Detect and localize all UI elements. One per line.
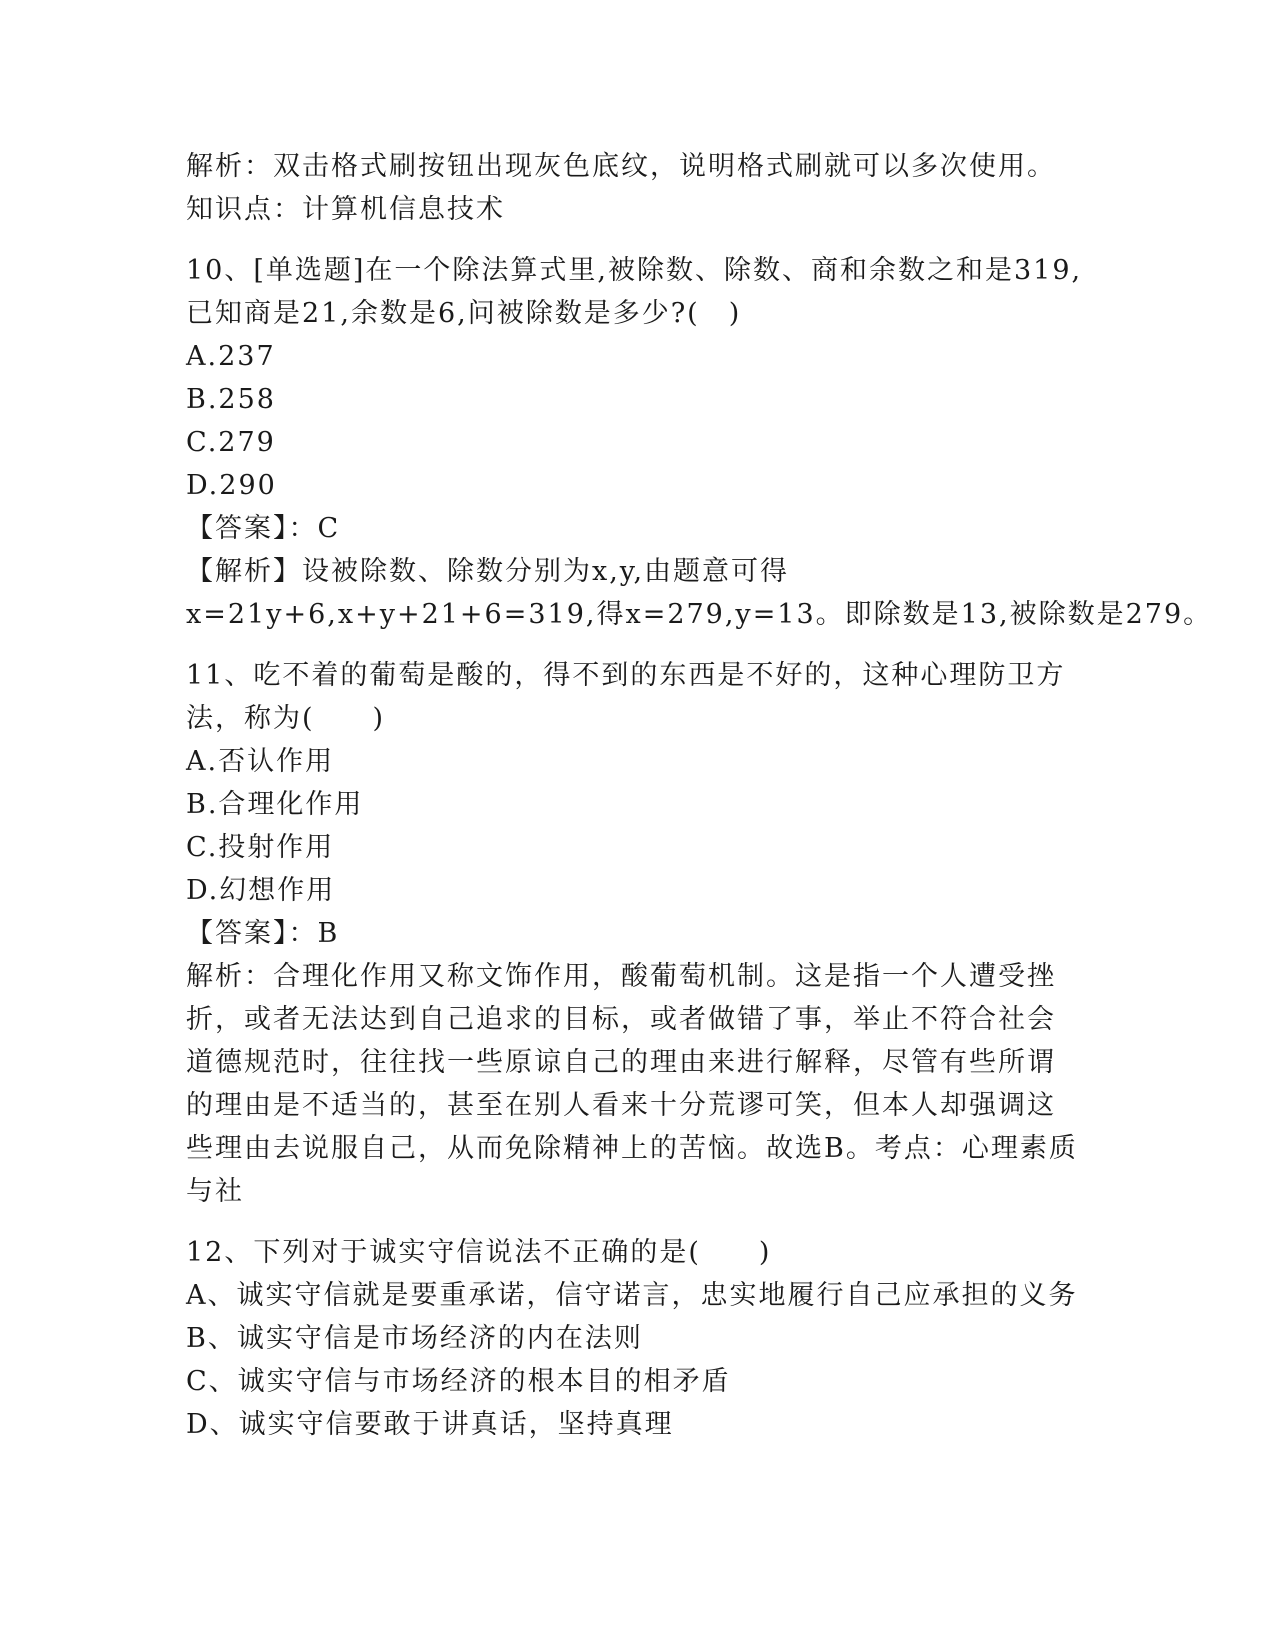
analysis-text: 解析：合理化作用又称文饰作用，酸葡萄机制。这是指一个人遭受挫 (186, 961, 1056, 992)
analysis-text: 道德规范时，往往找一些原谅自己的理由来进行解释，尽管有些所谓 (186, 1047, 1056, 1078)
question-stem: 10、[单选题]在一个除法算式里,被除数、除数、商和余数之和是319, (186, 255, 1083, 286)
answer: 【答案】：C (186, 513, 341, 544)
option-c: C.279 (186, 427, 276, 458)
question-stem: 法，称为( ) (186, 703, 386, 734)
option-b: B、诚实守信是市场经济的内在法则 (186, 1323, 643, 1354)
question-10 (186, 249, 1213, 636)
question-stem: 12、下列对于诚实守信说法不正确的是( ) (186, 1237, 772, 1268)
answer: 【答案】：B (186, 918, 340, 949)
option-d: D.290 (186, 470, 277, 501)
option-c: C.投射作用 (186, 832, 335, 863)
analysis-text: 折，或者无法达到自己追求的目标，或者做错了事，举止不符合社会 (186, 1004, 1056, 1035)
option-d: D、诚实守信要敢于讲真话，坚持真理 (186, 1409, 674, 1440)
document-page (186, 145, 1213, 1446)
option-a: A.否认作用 (186, 746, 335, 777)
previous-question-tail (186, 145, 1086, 231)
option-d: D.幻想作用 (186, 875, 336, 906)
analysis-text: 【解析】设被除数、除数分别为x,y,由题意可得 (186, 556, 790, 587)
option-b: B.258 (186, 384, 276, 415)
question-stem: 11、吃不着的葡萄是酸的，得不到的东西是不好的，这种心理防卫方 (186, 660, 1066, 691)
question-11 (186, 654, 1086, 1213)
option-b: B.合理化作用 (186, 789, 364, 820)
question-stem: 已知商是21,余数是6,问被除数是多少?( ) (186, 298, 742, 329)
analysis-text: x=21y+6,x+y+21+6=319,得x=279,y=13。即除数是13,被除数是279。 (186, 599, 1213, 630)
option-c: C、诚实守信与市场经济的根本目的相矛盾 (186, 1366, 731, 1397)
analysis-text: 的理由是不适当的，甚至在别人看来十分荒谬可笑，但本人却强调这 (186, 1090, 1056, 1121)
option-a: A、诚实守信就是要重承诺，信守诺言，忠实地履行自己应承担的义务 (186, 1280, 1078, 1311)
knowledge-point: 知识点：计算机信息技术 (186, 194, 505, 225)
analysis-text: 解析：双击格式刷按钮出现灰色底纹，说明格式刷就可以多次使用。 (186, 151, 1056, 182)
analysis-text: 与社 (186, 1176, 244, 1207)
option-a: A.237 (186, 341, 276, 372)
question-12 (186, 1231, 1086, 1446)
analysis-text: 些理由去说服自己，从而免除精神上的苦恼。故选B。考点：心理素质 (186, 1133, 1078, 1164)
